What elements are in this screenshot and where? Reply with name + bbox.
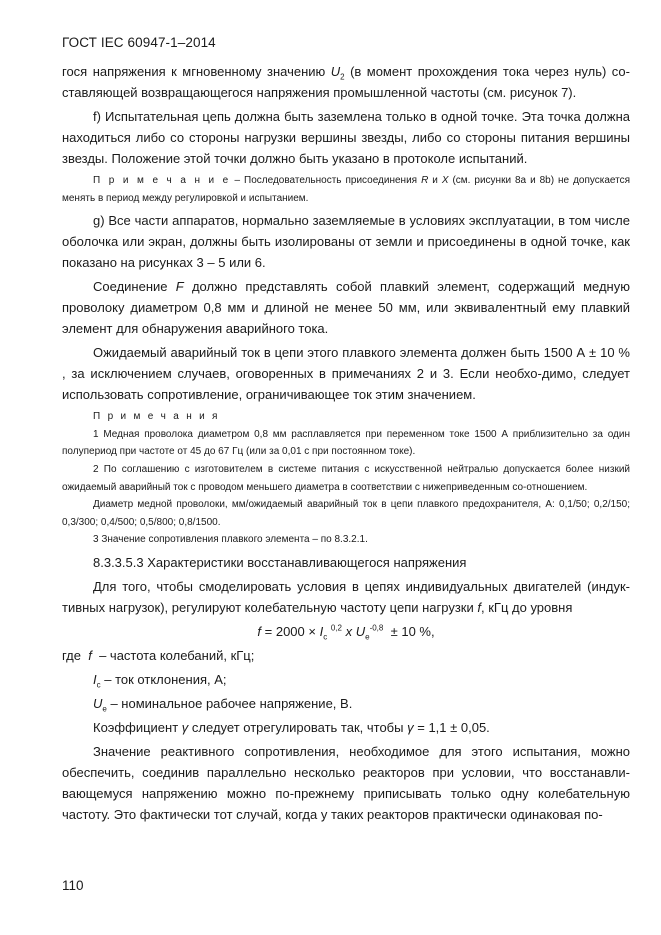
where-var-ic: I bbox=[93, 671, 97, 687]
text-run: должно представлять собой плавкий элемент, содержащий медную проволоку диаметром 0,8 мм и длиной не менее 50 мм, или эквивалентный ему плавкий элемент для обнаружения аварийного тока. bbox=[62, 279, 630, 337]
formula-ue: U bbox=[355, 623, 366, 639]
formula-f: f bbox=[257, 623, 262, 639]
text-run: = 1,1 ± 0,05. bbox=[417, 719, 490, 735]
text-run: гося напряжения к мгновенному значению bbox=[62, 64, 326, 79]
paragraph-g-parts: g) Все части аппаратов, нормально заземляемые в условиях эксплуатации, в том числе оболочка или экран, должны быть изолированы от земли и присоединены в одной точке, как показано на рисунках 3 – 5 или 6. bbox=[62, 213, 630, 271]
where-desc: – частота колебаний, кГц; bbox=[99, 647, 255, 663]
paragraph-continuation bbox=[62, 61, 630, 103]
where-word: где bbox=[62, 647, 81, 663]
formula-eq: = 2000 × bbox=[264, 623, 316, 639]
where-f bbox=[62, 645, 630, 666]
paragraph-connection-f bbox=[62, 276, 630, 339]
page-number: 110 bbox=[62, 878, 84, 893]
document-header: ГОСТ IEC 60947-1–2014 bbox=[62, 35, 216, 50]
subscript: e bbox=[365, 632, 370, 642]
note-sequence bbox=[62, 172, 630, 207]
notes-heading bbox=[62, 408, 630, 426]
note-2: 2 По соглашению с изготовителем в системе питания с искусственной нейтралью допускается более низкий ожидаемый аварийный ток с проводом меньшего диаметра в соответствии с нижеприведенным со-отношением. bbox=[62, 463, 630, 493]
text-run: Соединение bbox=[93, 279, 168, 295]
note-1: 1 Медная проволока диаметром 0,8 мм расплавляется при переменном токе 1500 А приблизительно за один полупериод при частоте от 45 до 67 Гц (или за 0,01 с при постоянном токе). bbox=[62, 428, 630, 458]
variable-f: f bbox=[477, 599, 482, 615]
paragraph-f-grounding: f) Испытательная цепь должна быть заземлена только в одной точке. Эта точка должна находиться либо со стороны нагрузки вершины звезды, либо со стороны питания вершины звезды. Положение этой точки должно быть указано в протоколе испытаний. bbox=[62, 109, 630, 166]
variable-gamma: γ bbox=[181, 719, 189, 735]
where-ue bbox=[62, 693, 630, 714]
notes-label: П р и м е ч а н и я bbox=[93, 411, 220, 423]
variable-r: R bbox=[421, 175, 429, 186]
superscript: 0,2 bbox=[330, 623, 342, 633]
where-desc: – ток отклонения, А; bbox=[104, 671, 227, 687]
subscript: c bbox=[96, 680, 101, 690]
subscript: c bbox=[323, 632, 328, 642]
text-run: Для того, чтобы смоделировать условия в цепях индивидуальных двигателей (индук-тивных нагрузок), регулируют колебательную частоту цепи нагрузки bbox=[62, 578, 630, 615]
formula-ic: I bbox=[319, 623, 324, 639]
superscript: -0,8 bbox=[369, 623, 384, 633]
note-3: 3 Значение сопротивления плавкого элемента – по 8.3.2.1. bbox=[93, 534, 368, 546]
text-run: (в момент прохождения тока через нуль) со-ставляющей возвращающегося напряжения промышленной частоты (см. рисунок 7). bbox=[62, 64, 630, 100]
text-run: Коэффициент bbox=[93, 719, 179, 735]
text-run: , кГц до уровня bbox=[481, 599, 573, 615]
paragraph-gamma bbox=[62, 717, 630, 738]
variable-u: U bbox=[330, 64, 341, 79]
subscript: 2 bbox=[340, 72, 345, 82]
where-var-f: f bbox=[88, 647, 92, 663]
text-run: (см. рисунки 8а и 8b) не допускается менять в период между регулировкой и испытанием. bbox=[62, 175, 631, 204]
text-run: следует отрегулировать так, чтобы bbox=[191, 719, 404, 735]
variable-f: F bbox=[175, 279, 184, 295]
document-body bbox=[62, 61, 630, 825]
paragraph-reactance: Значение реактивного сопротивления, необходимое для этого испытания, можно обеспечить, соединив параллельно несколько реакторов при условии, что восстанавли-вающемуся напряжению можно по-прежнему приписывать только одну колебательную частоту. Это фактически тот случай, когда у таких реакторов практически одинаковая по- bbox=[62, 743, 630, 822]
text-run: – Последовательность присоединения bbox=[234, 175, 418, 186]
variable-x: X bbox=[441, 175, 449, 186]
formula-x: x bbox=[345, 623, 353, 639]
formula-tolerance: ± 10 %, bbox=[390, 623, 435, 639]
text-run: и bbox=[432, 175, 438, 186]
where-desc: – номинальное рабочее напряжение, В. bbox=[110, 695, 353, 711]
subscript: e bbox=[102, 704, 107, 714]
where-ic bbox=[62, 669, 630, 690]
note-label: П р и м е ч а н и е bbox=[93, 175, 231, 186]
variable-gamma: γ bbox=[407, 719, 414, 735]
section-heading: 8.3.3.5.3 Характеристики восстанавливающегося напряжения bbox=[93, 554, 467, 570]
formula bbox=[62, 621, 630, 642]
note-2-ratio: Диаметр медной проволоки, мм/ожидаемый аварийный ток в цепи плавкого предохранителя, А: 0,1/50; 0,2/150; 0,3/300; 0,4/500; 0,5/800; 0,8/1500. bbox=[62, 499, 630, 528]
paragraph-fault-current: Ожидаемый аварийный ток в цепи этого плавкого элемента должен быть 1500 А ± 10 % , за исключением случаев, оговоренных в примечаниях 2 и 3. Если необхо-димо, следует использовать сопротивление, ограничивающее ток этим значением. bbox=[62, 345, 630, 403]
paragraph-frequency bbox=[62, 576, 630, 618]
where-var-ue: U bbox=[93, 695, 103, 711]
